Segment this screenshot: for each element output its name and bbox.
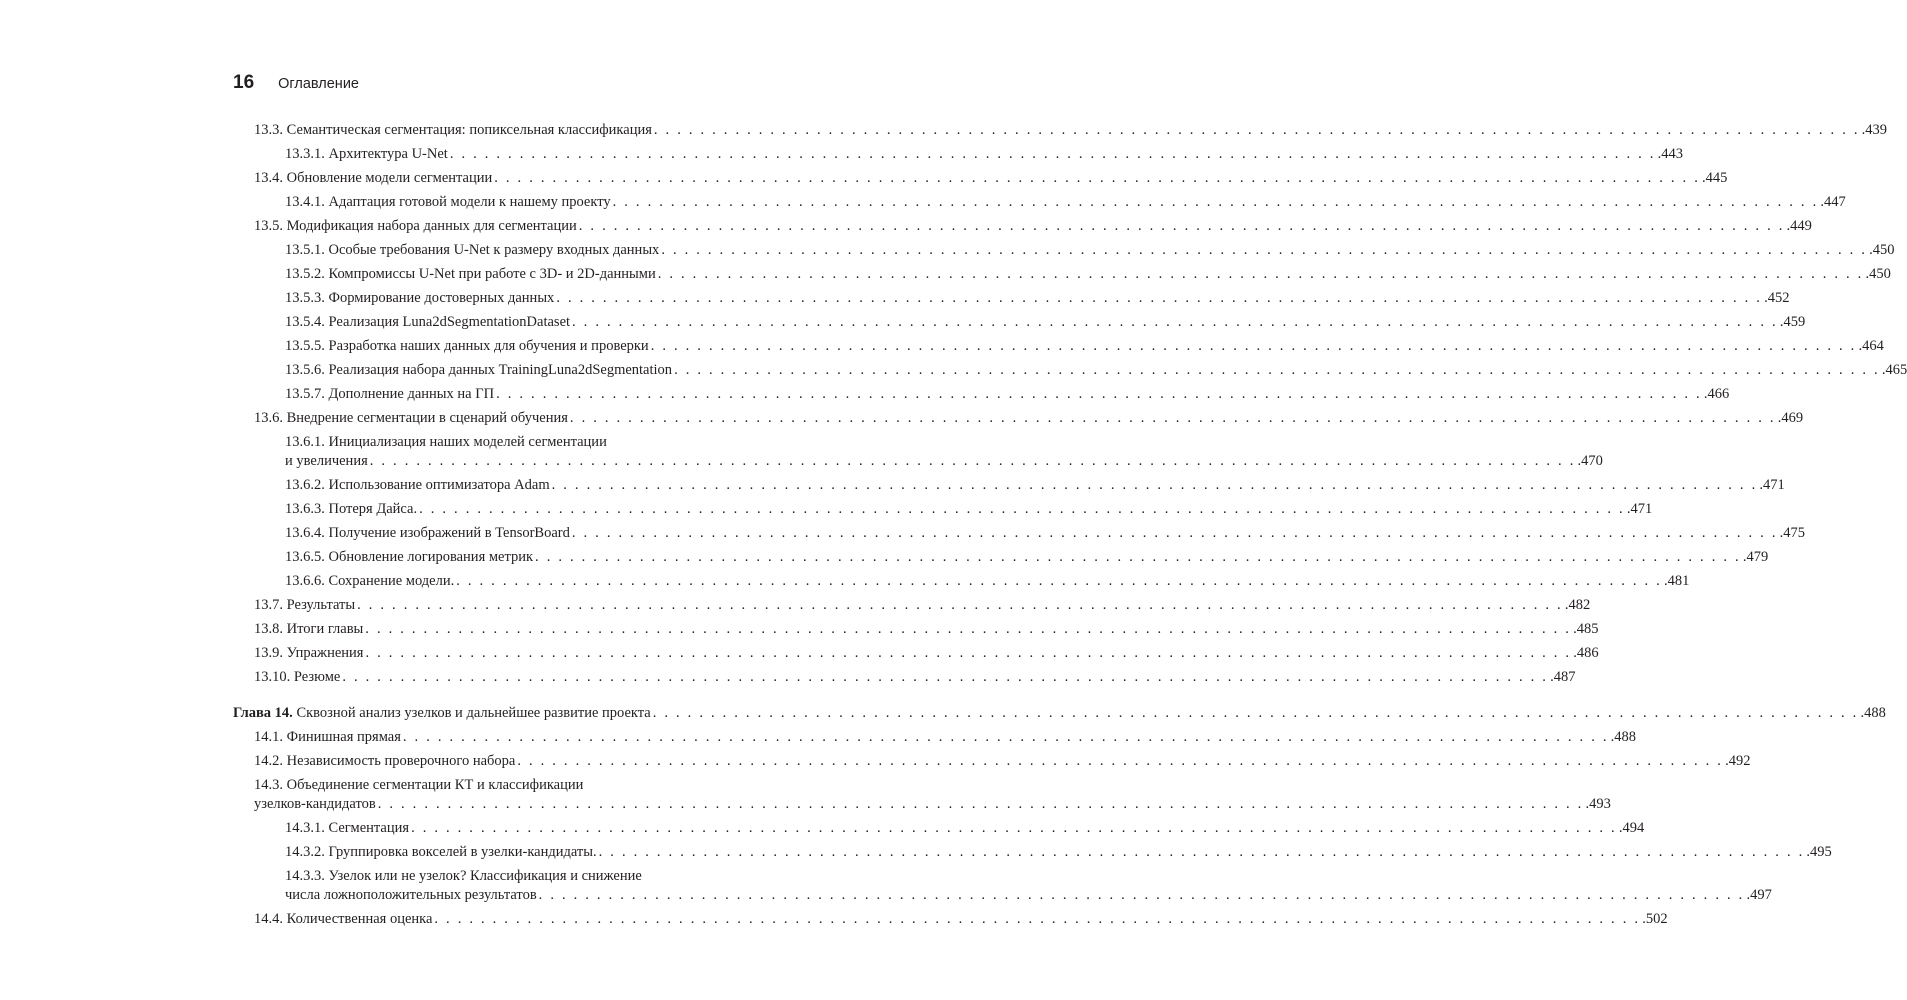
toc-entry-title: 13.5.1. Особые требования U-Net к размеру входных данных [285, 241, 660, 258]
toc-page-number: .466 [1703, 385, 1730, 402]
toc-page-number: .481 [1664, 572, 1690, 589]
toc-entry[interactable] [254, 725, 1637, 749]
dot-leader [570, 409, 1776, 428]
toc-entry-title: 13.10. Резюме [254, 668, 341, 685]
toc-entry-title: 13.6. Внедрение сегментации в сценарий обучения [254, 409, 568, 426]
toc-page-number: .452 [1764, 289, 1790, 306]
toc-page-number: .459 [1779, 313, 1806, 330]
toc-entry-title: 13.3. Семантическая сегментация: попиксельная классификация [254, 121, 652, 138]
dot-leader [365, 644, 1571, 663]
toc-entry-title: узелков-кандидатов [254, 795, 376, 812]
toc-entry[interactable] [285, 521, 1806, 545]
chapter-label: Глава 14. [233, 704, 293, 721]
toc-page-number: .482 [1564, 596, 1591, 613]
toc-entry[interactable] [254, 593, 1591, 617]
toc-entry-title: 13.8. Итоги главы [254, 620, 364, 637]
toc-entry[interactable] [285, 473, 1785, 497]
toc-page-number: .443 [1657, 145, 1683, 162]
toc-entry[interactable] [285, 262, 1891, 286]
dot-leader [674, 361, 1880, 380]
page-number: 16 [233, 72, 255, 93]
dot-leader [654, 121, 1860, 140]
dot-leader [552, 476, 1758, 495]
toc-entry[interactable] [254, 214, 1812, 238]
toc-entry[interactable] [285, 382, 1730, 406]
toc-entry[interactable] [254, 617, 1599, 641]
toc-entry[interactable] [285, 286, 1790, 310]
dot-leader [653, 704, 1859, 723]
toc-entry-title: 13.6.2. Использование оптимизатора Adam [285, 476, 550, 493]
dot-leader [517, 752, 1723, 771]
toc-page-number: .447 [1820, 193, 1846, 210]
toc-page-number: .486 [1573, 644, 1599, 661]
toc-entry-title: 14.1. Финишная прямая [254, 728, 401, 745]
running-title: Оглавление [278, 76, 359, 92]
toc-entry-title: 13.6.6. Сохранение модели. [285, 572, 455, 589]
dot-leader [370, 452, 1576, 471]
toc-page-number: .502 [1642, 910, 1668, 927]
toc-page-number: .450 [1865, 265, 1891, 282]
toc-page-number: .471 [1759, 476, 1785, 493]
toc-entry-title: 13.6.4. Получение изображений в TensorBoard [285, 524, 570, 541]
toc-entry-title: 14.3.2. Группировка вокселей в узелки-кандидаты. [285, 843, 597, 860]
toc-page-number: .479 [1742, 548, 1769, 565]
toc-page-number: .488 [1860, 704, 1886, 721]
toc-entry[interactable] [285, 840, 1832, 864]
toc-entry-title: 13.6.3. Потеря Дайса. [285, 500, 418, 517]
toc-page-number: .445 [1702, 169, 1728, 186]
toc-entry-title: 13.5.7. Дополнение данных на ГП [285, 385, 495, 402]
dot-leader [658, 265, 1864, 284]
dot-leader [456, 572, 1662, 591]
toc-page-number: .493 [1585, 795, 1611, 812]
dot-leader [496, 385, 1702, 404]
toc-entry-title: 13.5.4. Реализация Luna2dSegmentationDataset [285, 313, 571, 330]
dot-leader [450, 145, 1656, 164]
dot-leader [661, 241, 1867, 260]
dot-leader [378, 795, 1584, 814]
dot-leader [403, 728, 1609, 747]
toc-entry[interactable] [254, 749, 1751, 773]
toc-page-number: .488 [1610, 728, 1637, 745]
dot-leader [434, 910, 1640, 929]
toc-entry-title: числа ложноположительных результатов [285, 886, 537, 903]
toc-page-number: .485 [1573, 620, 1599, 637]
toc-entry-title: 13.6.5. Обновление логирования метрик [285, 548, 534, 565]
toc-entry[interactable] [285, 816, 1645, 840]
toc-entry-title: 14.3.1. Сегментация [285, 819, 410, 836]
toc-entry[interactable] [285, 358, 1907, 382]
toc-entry-title: 13.4. Обновление модели сегментации [254, 169, 493, 186]
toc-entry[interactable] [254, 118, 1888, 142]
dot-leader [411, 819, 1617, 838]
toc-entry-title-line: 13.6.1. Инициализация наших моделей сегментации [285, 433, 607, 450]
toc-entry[interactable] [254, 406, 1804, 430]
toc-page-number: .439 [1861, 121, 1888, 138]
toc-entry-title-line: 14.3.3. Узелок или не узелок? Классификация и снижение [285, 867, 642, 884]
toc-entry-title: 13.3.1. Архитектура U-Net [285, 145, 448, 162]
toc-entry[interactable] [285, 864, 1772, 907]
dot-leader [365, 620, 1571, 639]
toc-entry[interactable] [285, 142, 1683, 166]
dot-leader [599, 843, 1805, 862]
dot-leader [613, 193, 1819, 212]
toc-entry-title: Сквозной анализ узелков и дальнейшее развитие проекта [296, 704, 651, 721]
toc-entry-title: 13.5. Модификация набора данных для сегментации [254, 217, 577, 234]
toc-page-number: .469 [1777, 409, 1804, 426]
toc-entry[interactable] [285, 569, 1690, 593]
toc-entry[interactable] [254, 166, 1728, 190]
toc-entry[interactable] [254, 665, 1576, 689]
toc-page-number: .475 [1779, 524, 1806, 541]
toc-entry-title: 13.5.6. Реализация набора данных TrainingLuna2dSegmentation [285, 361, 673, 378]
toc-page-number: .487 [1550, 668, 1576, 685]
toc-entry[interactable] [254, 907, 1668, 931]
table-of-contents [233, 118, 1907, 931]
toc-entry-title: 13.9. Упражнения [254, 644, 364, 661]
toc-page-number: .495 [1806, 843, 1832, 860]
dot-leader [556, 289, 1762, 308]
toc-page-number: .497 [1746, 886, 1772, 903]
toc-page-number: .465 [1881, 361, 1907, 378]
toc-chapter-entry[interactable] [233, 701, 1886, 725]
toc-page-number: .494 [1618, 819, 1645, 836]
dot-leader [579, 217, 1785, 236]
dot-leader [539, 886, 1745, 905]
toc-entry[interactable] [285, 190, 1846, 214]
toc-entry[interactable] [285, 497, 1653, 521]
dot-leader [572, 313, 1778, 332]
toc-page-number: .449 [1786, 217, 1812, 234]
toc-page-number: .492 [1725, 752, 1751, 769]
dot-leader [535, 548, 1741, 567]
toc-entry[interactable] [254, 641, 1599, 665]
toc-entry-title: 13.5.2. Компромиссы U-Net при работе с 3D- и 2D-данными [285, 265, 656, 282]
toc-entry-title: 13.5.3. Формирование достоверных данных [285, 289, 555, 306]
toc-page-number: .471 [1626, 500, 1653, 517]
dot-leader [342, 668, 1548, 687]
toc-entry-title: 14.2. Независимость проверочного набора [254, 752, 516, 769]
toc-entry-title: 13.5.5. Разработка наших данных для обучения и проверки [285, 337, 649, 354]
toc-entry-title: 13.7. Результаты [254, 596, 356, 613]
toc-entry-title: 13.4.1. Адаптация готовой модели к нашему проекту [285, 193, 611, 210]
toc-page-number: .464 [1858, 337, 1884, 354]
dot-leader [419, 500, 1625, 519]
page-header [233, 72, 359, 98]
toc-entry-title: 14.4. Количественная оценка [254, 910, 433, 927]
toc-entry[interactable] [285, 430, 1603, 473]
toc-entry-title-line: 14.3. Объединение сегментации КТ и классификации [254, 776, 584, 793]
toc-page-number: .470 [1577, 452, 1603, 469]
dot-leader [572, 524, 1778, 543]
toc-entry[interactable] [285, 238, 1895, 262]
dot-leader [357, 596, 1563, 615]
toc-entry-title: и увеличения [285, 452, 368, 469]
dot-leader [494, 169, 1700, 188]
dot-leader [651, 337, 1857, 356]
toc-entry[interactable] [285, 310, 1806, 334]
toc-page-number: .450 [1869, 241, 1895, 258]
toc-entry[interactable] [285, 545, 1769, 569]
toc-entry[interactable] [254, 773, 1611, 816]
toc-entry[interactable] [285, 334, 1884, 358]
